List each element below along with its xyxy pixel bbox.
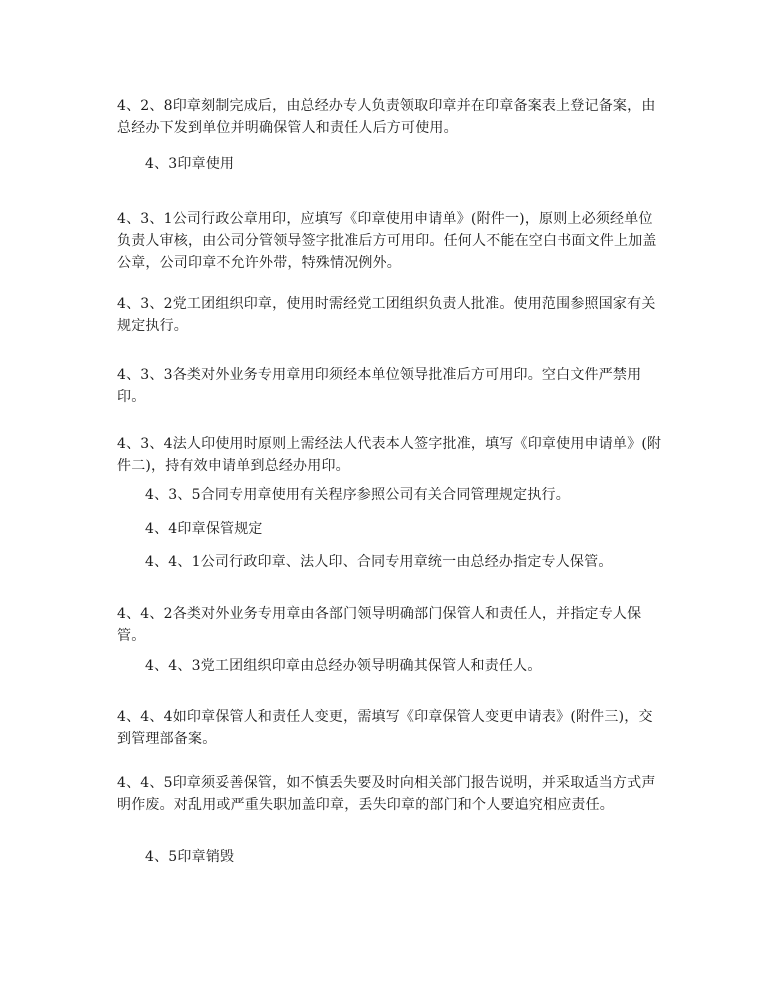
- paragraph-4-4-3: 4、4、3党工团组织印章由总经办领导明确其保管人和责任人。: [145, 658, 542, 674]
- section-heading-4-3: 4、3印章使用: [145, 156, 235, 172]
- paragraph-4-2-8: 4、2、8印章刻制完成后，由总经办专人负责领取印章并在印章备案表上登记备案，由总经办下发到单位并明确保管人和责任人后方可使用。: [117, 98, 656, 136]
- paragraph-4-4-5: 4、4、5印章须妥善保管，如不慎丢失要及时向相关部门报告说明，并采取适当方式声明作废。对乱用或严重失职加盖印章，丢失印章的部门和个人要追究相应责任。: [117, 775, 656, 813]
- paragraph-4-3-1: 4、3、1公司行政公章用印，应填写《印章使用申请单》(附件一)，原则上必须经单位负责人审核，由公司分管领导签字批准后方可用印。任何人不能在空白书面文件上加盖公章，公司印章不允许外带，特殊情况例外。: [117, 211, 657, 271]
- paragraph-4-3-3: 4、3、3各类对外业务专用章用印须经本单位领导批准后方可用印。空白文件严禁用印。: [117, 367, 642, 405]
- paragraph-4-3-4: 4、3、4法人印使用时原则上需经法人代表本人签字批准，填写《印章使用申请单》(附件二)，持有效申请单到总经办用印。: [117, 436, 662, 474]
- paragraph-4-3-2: 4、3、2党工团组织印章，使用时需经党工团组织负责人批准。使用范围参照国家有关规定执行。: [117, 296, 656, 334]
- paragraph-4-4-4: 4、4、4如印章保管人和责任人变更，需填写《印章保管人变更申请表》(附件三)，交到管理部备案。: [117, 709, 653, 747]
- paragraph-4-4-1: 4、4、1公司行政印章、法人印、合同专用章统一由总经办指定专人保管。: [145, 554, 613, 570]
- section-heading-4-4: 4、4印章保管规定: [145, 521, 263, 537]
- section-heading-4-5: 4、5印章销毁: [145, 849, 235, 865]
- paragraph-4-3-5: 4、3、5合同专用章使用有关程序参照公司有关合同管理规定执行。: [145, 487, 570, 503]
- paragraph-4-4-2: 4、4、2各类对外业务专用章由各部门领导明确部门保管人和责任人，并指定专人保管。: [117, 606, 642, 644]
